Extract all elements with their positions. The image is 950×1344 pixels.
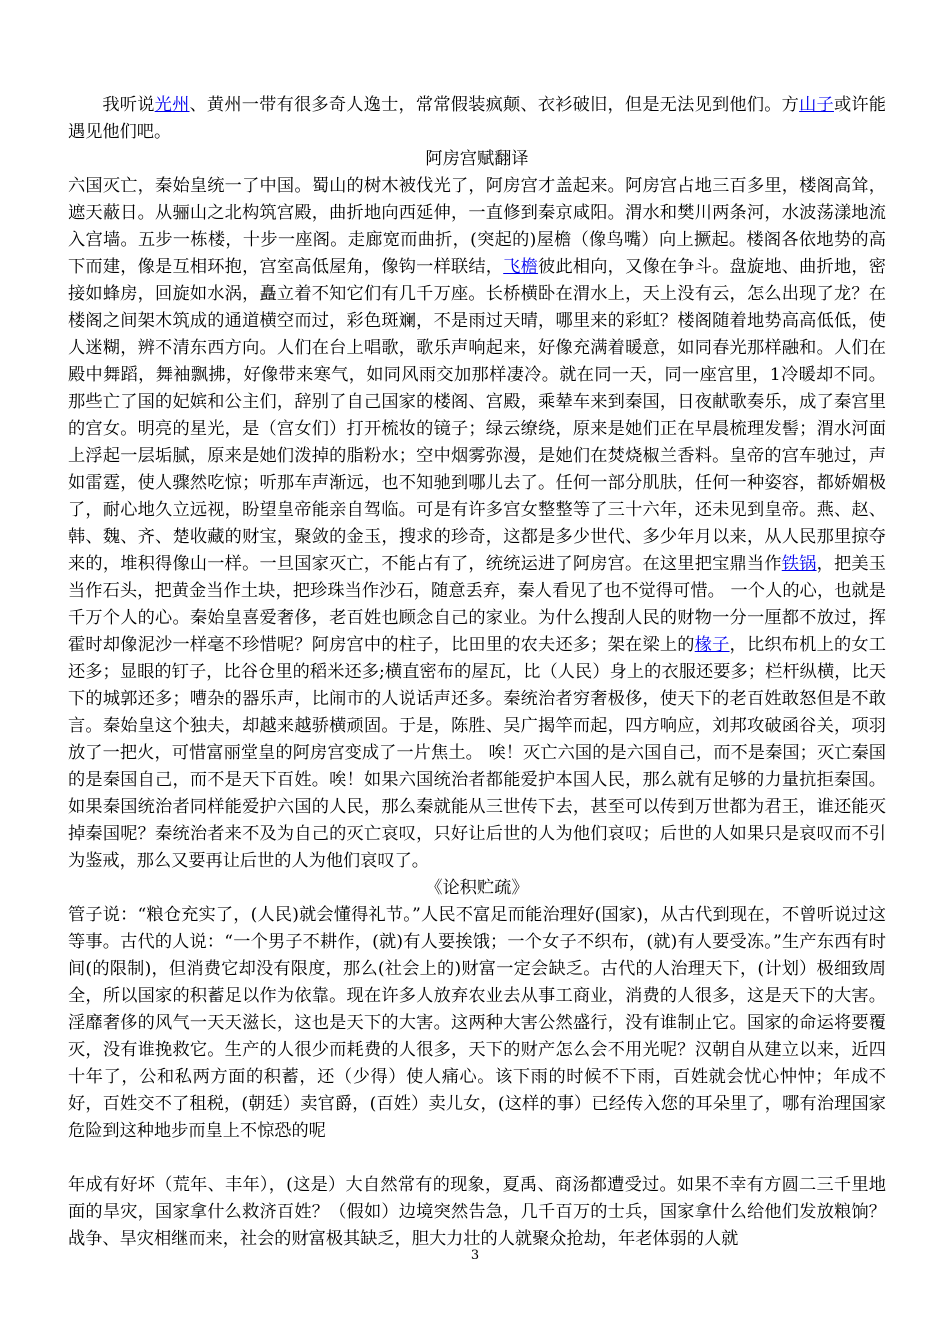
intro-text: 我听说 bbox=[102, 95, 155, 115]
intro-text: 、黄州一带有很多奇人逸士，常常假装疯颠、衣衫破旧，但是无法见到他们。方 bbox=[189, 95, 800, 115]
link-tieguo[interactable]: 铁锅 bbox=[781, 554, 817, 574]
afang-text: 彼此相向，又像在争斗。盘旋地、曲折地，密接如蜂房，回旋如水涡，矗立着不知它们有几千万座。长桥横卧在渭水上，天上没有云，怎么出现了龙？在楼阁之间架木筑成的通道横空而过，彩色斑斓，不是雨过天晴，哪里来的彩虹？楼阁随着地势高高低低，使人迷糊，辨不清东西方向。人们在台上唱歌，歌乐声响起来，好像充满着暖意，如同春光那样融和。人们在殿中舞蹈，舞袖飘拂，好像带来寒气，如同风雨交加那样凄冷。就在同一天，同一座宫里，1冷暖却不同。 那些亡了国的妃嫔和公主们，辞别了自己国家的楼阁、宫殿，乘辇车来到秦国，日夜献歌奏乐，成了秦宫里的宫女。明亮的星光，是（宫女们）打开梳妆的镜子；绿云缭绕，原来是她们正在早晨梳理发髻；渭水河面上浮起一层垢腻，原来是她们泼掉的脂粉水；空中烟雾弥漫，是她们在焚烧椒兰香料。皇帝的宫车驰过，声如雷霆，使人骤然吃惊；听那车声渐远，也不知驰到哪儿去了。任何一部分肌肤，任何一种姿容，都娇媚极了，耐心地久立远视，盼望皇帝能亲自驾临。可是有许多宫女整整等了三十六年，还未见到皇帝。燕、赵、韩、魏、齐、楚收藏的财宝，聚敛的金玉，搜求的珍奇，这都是多少世代、多少年月以来，从人民那里掠夺来的，堆积得像山一样。一旦国家灭亡，不能占有了，统统运进了阿房宫。在这里把宝鼎当作 bbox=[68, 257, 886, 574]
afang-text: ，把美玉当作石头，把黄金当作土块，把珍珠当作沙石，随意丢弃，秦人看见了也不觉得可惜。 一个人的心，也就是千万个人的心。秦始皇喜爱奢侈，老百姓也顾念自己的家业。为什么搜刮人民的财物一分一厘都不放过，挥霍时却像泥沙一样毫不珍惜呢？阿房宫中的柱子，比田里的农夫还多；架在梁上的 bbox=[68, 554, 886, 655]
page-number: 3 bbox=[470, 1248, 480, 1263]
lunji-paragraph-1: 管子说：“粮仓充实了，(人民)就会懂得礼节。”人民不富足而能治理好(国家)，从古代到现在，不曾听说过这等事。古代的人说：“一个男子不耕作，(就)有人要挨饿；一个女子不织布，(就)有人要受冻。”生产东西有时间(的限制)，但消费它却没有限度，那么(社会上的)财富一定会缺乏。古代的人治理天下，(计划）极细致周全，所以国家的积蓄足以作为依靠。现在许多人放弃农业去从事工商业，消费的人很多，这是天下的大害。淫靡奢侈的风气一天天滋长，这也是天下的大害。这两种大害公然盛行，没有谁制止它。国家的命运将要覆灭，没有谁挽救它。生产的人很少而耗费的人很多，天下的财产怎么会不用光呢？汉朝自从建立以来，近四十年了，公和私两方面的积蓄，还（少得）使人痛心。该下雨的时候不下雨，百姓就会忧心忡忡；年成不好，百姓交不了租税，(朝廷）卖官爵，(百姓）卖儿女，(这样的事）已经传入您的耳朵里了，哪有治理国家危险到这种地步而皇上不惊恐的呢 bbox=[68, 905, 886, 1141]
intro-text: 或许能遇见他们吧。 bbox=[68, 95, 886, 142]
lunji-title: 《论积贮疏》 bbox=[425, 878, 529, 898]
link-shanzi[interactable]: 山子 bbox=[799, 95, 834, 115]
intro-paragraph bbox=[68, 92, 886, 146]
link-guangzhou[interactable]: 光州 bbox=[154, 95, 190, 115]
afang-text: ，比织布机上的女工还多；显眼的钉子，比谷仓里的稻米还多;横直密布的屋瓦，比（人民）身上的衣服还要多；栏杆纵横，比天下的城郭还多；嘈杂的器乐声，比闹市的人说话声还多。秦统治者穷奢极侈，使天下的老百姓敢怒但是不敢言。秦始皇这个独夫，却越来越骄横顽固。于是，陈胜、吴广揭竿而起，四方响应，刘邦攻破函谷关，项羽放了一把火，可惜富丽堂皇的阿房宫变成了一片焦土。 唉！灭亡六国的是六国自己，而不是秦国；灭亡秦国的是秦国自己，而不是天下百姓。唉！如果六国统治者都能爱护本国人民，那么就有足够的力量抗拒秦国。如果秦国统治者同样能爱护六国的人民，那么秦就能从三世传下去，甚至可以传到万世都为君王，谁还能灭掉秦国呢？秦统治者来不及为自己的灭亡哀叹，只好让后世的人为他们哀叹；后世的人如果只是哀叹而不引为鉴戒，那么又要再让后世的人为他们哀叹了。 bbox=[68, 635, 886, 871]
lunji-paragraph-2: 年成有好坏（荒年、丰年），(这是）大自然常有的现象，夏禹、商汤都遭受过。如果不幸有方圆二三千里地面的旱灾，国家拿什么救济百姓？（假如）边境突然告急，几千百万的士兵，国家拿什么给他们发放粮饷？战争、旱灾相继而来，社会的财富极其缺乏，胆大力壮的人就聚众抢劫，年老体弱的人就 bbox=[68, 1175, 886, 1249]
afang-text: 六国灭亡，秦始皇统一了中国。蜀山的树木被伐光了，阿房宫才盖起来。阿房宫占地三百多里，楼阁高耸，遮天蔽日。从骊山之北构筑宫殿，曲折地向西延伸，一直修到秦京咸阳。渭水和樊川两条河，水波荡漾地流入宫墙。五步一栋楼，十步一座阁。走廊宽而曲折，(突起的)屋檐（像鸟嘴）向上撅起。楼阁各依地势的高下而建，像是互相环抱，宫室高低屋角，像钩一样联结， bbox=[68, 176, 886, 277]
paragraph-gap bbox=[68, 1145, 886, 1172]
link-chuanzi[interactable]: 椽子 bbox=[694, 635, 730, 655]
link-feiyan[interactable]: 飞檐 bbox=[503, 257, 539, 277]
afang-paragraph bbox=[68, 173, 886, 875]
afang-title: 阿房宫赋翻译 bbox=[425, 149, 529, 169]
document-body bbox=[68, 92, 886, 1253]
